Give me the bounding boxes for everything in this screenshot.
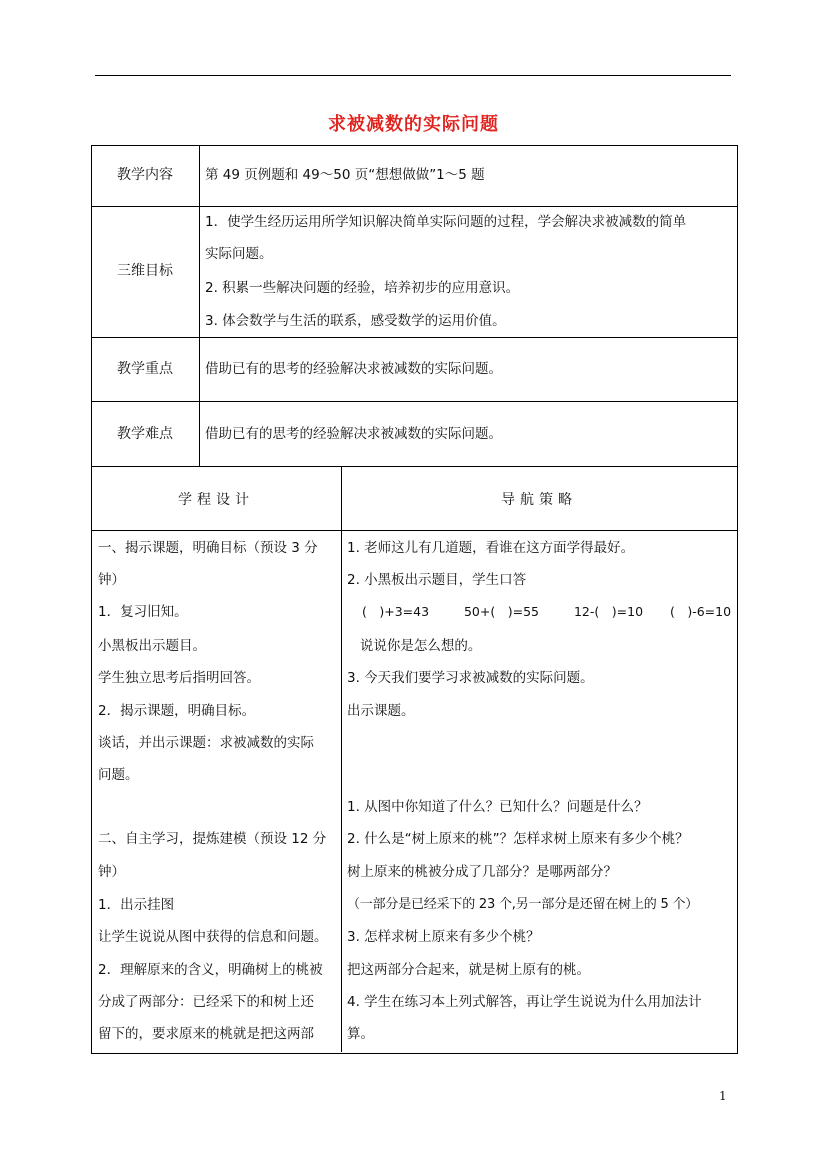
header-rule	[95, 75, 731, 76]
goal-line: 3. 体会数学与生活的联系，感受数学的运用价值。	[205, 313, 506, 329]
design-line: 二、自主学习，提炼建模（预设 12 分	[98, 831, 327, 847]
row-divider	[91, 337, 737, 338]
design-line: 钟）	[98, 572, 125, 588]
content-text: 第 49 页例题和 49～50 页“想想做做”1～5 题	[205, 167, 485, 183]
strategy-line: 出示课题。	[347, 703, 415, 719]
strategy-line: 2. 什么是“树上原来的桃”？怎样求树上原来有多少个桃？	[347, 831, 689, 847]
design-line: 留下的，要求原来的桃就是把这两部	[98, 1026, 314, 1042]
design-column-divider	[341, 466, 342, 1052]
strategy-line: 说说你是怎么想的。	[347, 638, 482, 654]
strategy-line: 4. 学生在练习本上列式解答，再让学生说说为什么用加法计	[347, 994, 702, 1010]
design-line: 小黑板出示题目。	[98, 638, 206, 654]
design-line: 问题。	[98, 767, 139, 783]
strategy-line: 3. 怎样求树上原来有多少个桃？	[347, 929, 540, 945]
row-divider	[91, 530, 737, 531]
equation: ( )-6=10	[669, 604, 732, 619]
row-label-difficulty: 教学难点	[117, 426, 173, 442]
strategy-line: 树上原来的桃被分成了几部分？是哪两部分？	[347, 864, 617, 880]
difficulty-text: 借助已有的思考的经验解决求被减数的实际问题。	[205, 426, 502, 442]
strategy-line: 3. 今天我们要学习求被减数的实际问题。	[347, 670, 594, 686]
column-header-design: 学程设计	[178, 492, 254, 508]
strategy-line: 1. 从图中你知道了什么？已知什么？问题是什么？	[347, 799, 648, 815]
strategy-line: 算。	[347, 1026, 374, 1042]
design-line: 学生独立思考后指明回答。	[98, 670, 260, 686]
equation: 12-( )=10	[573, 604, 644, 619]
design-line: 2．揭示课题，明确目标。	[98, 703, 256, 719]
design-line: 一、揭示课题，明确目标（预设 3 分	[98, 540, 318, 556]
design-line: 钟）	[98, 864, 125, 880]
goal-line: 2. 积累一些解决问题的经验，培养初步的应用意识。	[205, 280, 520, 296]
design-line: 2．理解原来的含义，明确树上的桃被	[98, 962, 323, 978]
row-divider	[91, 466, 737, 467]
row-divider	[91, 401, 737, 402]
strategy-line: 1. 老师这儿有几道题，看谁在这方面学得最好。	[347, 540, 635, 556]
label-column-divider	[199, 145, 200, 466]
page-number: 1	[719, 1089, 727, 1103]
warmup-equations	[362, 602, 731, 622]
design-line: 分成了两部分：已经采下的和树上还	[98, 994, 314, 1010]
design-line: 1．出示挂图	[98, 897, 175, 913]
strategy-line: （一部分是已经采下的 23 个,另一部分是还留在树上的 5 个）	[347, 897, 699, 912]
design-line: 让学生说说从图中获得的信息和问题。	[98, 929, 328, 945]
key-point-text: 借助已有的思考的经验解决求被减数的实际问题。	[205, 361, 502, 377]
strategy-line: 2. 小黑板出示题目，学生口答	[347, 572, 527, 588]
row-label-key: 教学重点	[117, 361, 173, 377]
design-line: 谈话，并出示课题：求被减数的实际	[98, 735, 314, 751]
equation: 50+( )=55	[463, 604, 539, 619]
row-label-content: 教学内容	[117, 167, 173, 183]
equation: ( )+3=43	[362, 604, 430, 619]
row-divider	[91, 206, 737, 207]
row-label-goals: 三维目标	[117, 263, 173, 279]
strategy-line: 把这两部分合起来，就是树上原有的桃。	[347, 962, 590, 978]
goal-line: 1．使学生经历运用所学知识解决简单实际问题的过程，学会解决求被减数的简单	[205, 214, 687, 230]
column-header-strategy: 导航策略	[501, 492, 577, 508]
goal-line: 实际问题。	[205, 246, 273, 262]
design-line: 1．复习旧知。	[98, 604, 188, 620]
document-title: 求被减数的实际问题	[328, 114, 499, 135]
